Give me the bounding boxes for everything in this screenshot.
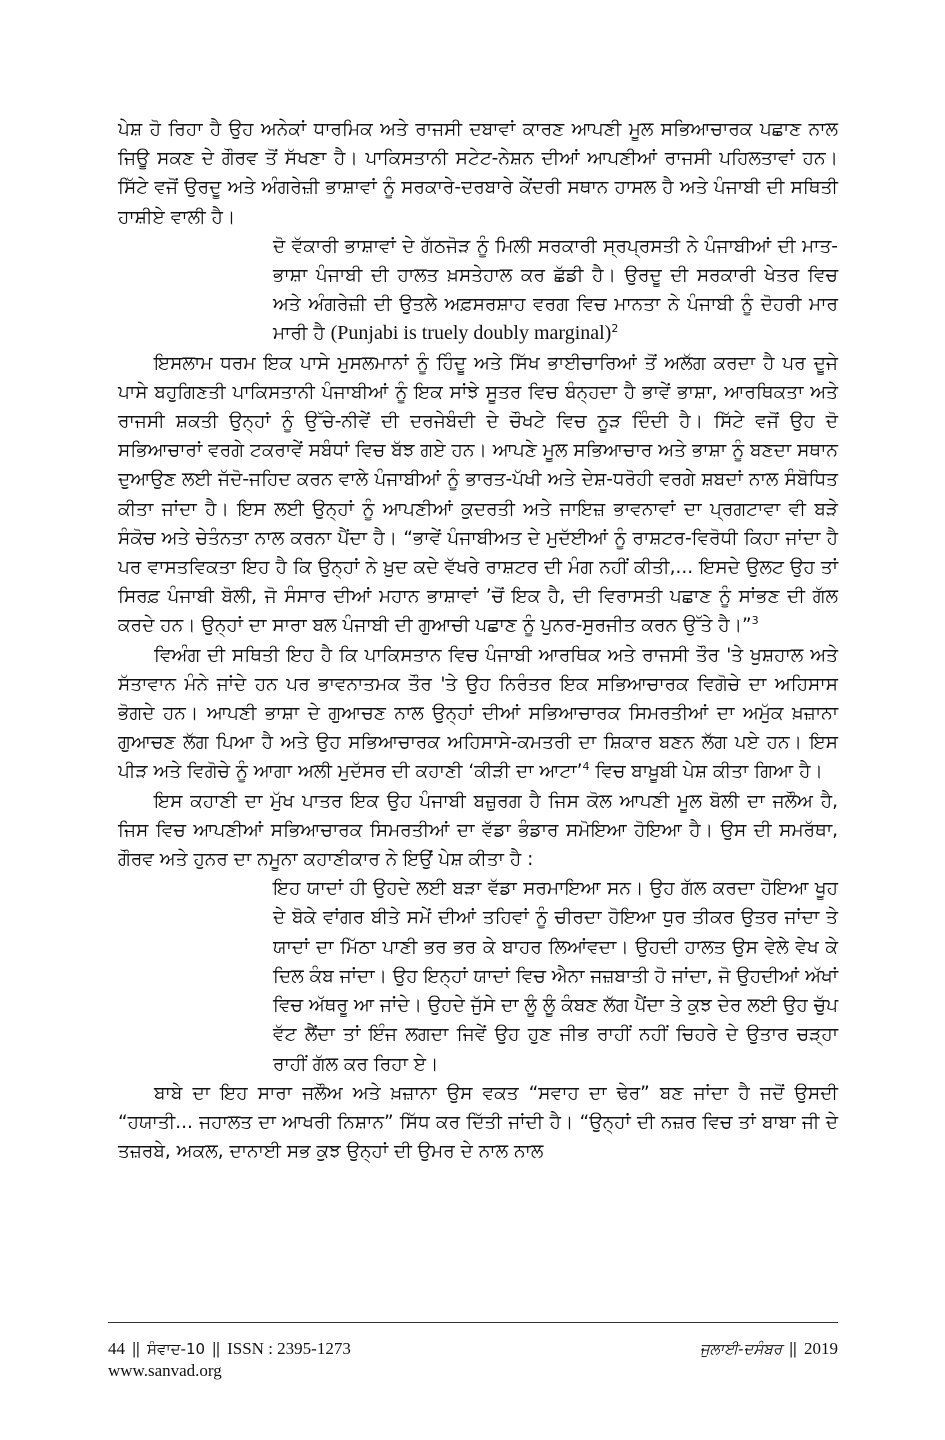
footer-separator: ||: [212, 1339, 220, 1358]
issue-period: ਜੁਲਾਈ-ਦਸੰਬਰ: [699, 1340, 782, 1358]
issn: ISSN : 2395-1273: [227, 1339, 351, 1358]
footer-right: [700, 1338, 838, 1360]
journal-name: ਸੰਵਾਦ-10: [147, 1340, 206, 1358]
quote-1-english: (Punjabi is truely doubly marginal): [330, 322, 612, 345]
footer-left-line-1: [108, 1338, 351, 1360]
paragraph-3: [118, 641, 838, 787]
page-number: 44: [108, 1339, 125, 1358]
footer-left: [108, 1338, 351, 1382]
issue-year: 2019: [804, 1339, 838, 1358]
website: www.sanvad.org: [108, 1361, 222, 1380]
paragraph-3-text-b: ਵਿਚ ਬਾਖ਼ੂਬੀ ਪੇਸ਼ ਕੀਤਾ ਗਿਆ ਹੈ।: [589, 761, 823, 783]
footnote-ref-2: 2: [611, 322, 619, 336]
block-quote-1: [273, 232, 838, 349]
footer-separator: ||: [132, 1339, 140, 1358]
paragraph-4: ਇਸ ਕਹਾਣੀ ਦਾ ਮੁੱਖ ਪਾਤਰ ਇਕ ਉਹ ਪੰਜਾਬੀ ਬਜ਼ੁਰਗ ਹੈ ਜਿਸ ਕੋਲ ਆਪਣੀ ਮੂਲ ਬੋਲੀ ਦਾ ਜਲੌਅ ਹੈ, ਜਿਸ ਵਿਚ ਆਪਣੀਆਂ ਸਭਿਆਚਾਰਕ ਸਿਮਰਤੀਆਂ ਦਾ ਵੱਡਾ ਭੰਡਾਰ ਸਮੋਇਆ ਹੋਇਆ ਹੈ। ਉਸ ਦੀ ਸਮਰੱਥਾ, ਗੌਰਵ ਅਤੇ ਹੁਨਰ ਦਾ ਨਮੂਨਾ ਕਹਾਣੀਕਾਰ ਨੇ ਇਉਂ ਪੇਸ਼ ਕੀਤਾ ਹੈ :: [118, 790, 838, 871]
paragraph-3-text-a: ਵਿਅੰਗ ਦੀ ਸਥਿਤੀ ਇਹ ਹੈ ਕਿ ਪਾਕਿਸਤਾਨ ਵਿਚ ਪੰਜਾਬੀ ਆਰਥਿਕ ਅਤੇ ਰਾਜਸੀ ਤੌਰ 'ਤੇ ਖੁਸ਼ਹਾਲ ਅਤੇ ਸੱਤਾਵਾਨ ਮੰਨੇ ਜਾਂਦੇ ਹਨ ਪਰ ਭਾਵਨਾਤਮਕ ਤੌਰ 'ਤੇ ਉਹ ਨਿਰੰਤਰ ਇਕ ਸਭਿਆਚਾਰਕ ਵਿਗੋਚੇ ਦਾ ਅਹਿਸਾਸ ਭੋਗਦੇ ਹਨ। ਆਪਣੀ ਭਾਸ਼ਾ ਦੇ ਗੁਆਚਣ ਨਾਲ ਉਨ੍ਹਾਂ ਦੀਆਂ ਸਭਿਆਚਾਰਕ ਸਿਮਰਤੀਆਂ ਦਾ ਅਮੁੱਕ ਖ਼ਜ਼ਾਨਾ ਗੁਆਚਣ ਲੱਗ ਪਿਆ ਹੈ ਅਤੇ ਉਹ ਸਭਿਆਚਾਰਕ ਅਹਿਸਾਸੇ-ਕਮਤਰੀ ਦਾ ਸ਼ਿਕਾਰ ਬਣਨ ਲੱਗ ਪਏ ਹਨ। ਇਸ ਪੀੜ ਅਤੇ ਵਿਗੋਚੇ ਨੂੰ ਆਗਾ ਅਲੀ ਮੁਦੱਸਰ ਦੀ ਕਹਾਣੀ ‘ਕੀੜੀ ਦਾ ਆਟਾ’: [118, 644, 838, 783]
footer-separator: ||: [789, 1339, 797, 1358]
footnote-ref-4: 4: [582, 760, 590, 774]
footer-divider: [108, 1322, 838, 1323]
paragraph-5: ਬਾਬੇ ਦਾ ਇਹ ਸਾਰਾ ਜਲੌਅ ਅਤੇ ਖ਼ਜ਼ਾਨਾ ਉਸ ਵਕਤ “ਸਵਾਹ ਦਾ ਢੇਰ” ਬਣ ਜਾਂਦਾ ਹੈ ਜਦੋਂ ਉਸਦੀ “ਹਯਾਤੀ... ਜਹਾਲਤ ਦਾ ਆਖਰੀ ਨਿਸ਼ਾਨ” ਸਿੱਧ ਕਰ ਦਿੱਤੀ ਜਾਂਦੀ ਹੈ। “ਉਨ੍ਹਾਂ ਦੀ ਨਜ਼ਰ ਵਿਚ ਤਾਂ ਬਾਬਾ ਜੀ ਦੇ ਤਜ਼ਰਬੇ, ਅਕਲ, ਦਾਨਾਈ ਸਭ ਕੁਝ ਉਨ੍ਹਾਂ ਦੀ ਉਮਰ ਦੇ ਨਾਲ ਨਾਲ: [118, 1082, 838, 1163]
footnote-ref-3: 3: [751, 614, 759, 628]
paragraph-2: [118, 349, 838, 641]
article-body: [118, 115, 838, 1166]
paragraph-2-text: ਇਸਲਾਮ ਧਰਮ ਇਕ ਪਾਸੇ ਮੁਸਲਮਾਨਾਂ ਨੂੰ ਹਿੰਦੂ ਅਤੇ ਸਿੱਖ ਭਾਈਚਾਰਿਆਂ ਤੋਂ ਅਲੱਗ ਕਰਦਾ ਹੈ ਪਰ ਦੂਜੇ ਪਾਸੇ ਬਹੁਗਿਣਤੀ ਪਾਕਿਸਤਾਨੀ ਪੰਜਾਬੀਆਂ ਨੂੰ ਇਕ ਸਾਂਝੇ ਸੂਤਰ ਵਿਚ ਬੰਨ੍ਹਦਾ ਹੈ ਭਾਵੇਂ ਭਾਸ਼ਾ, ਆਰਥਿਕਤਾ ਅਤੇ ਰਾਜਸੀ ਸ਼ਕਤੀ ਉਨ੍ਹਾਂ ਨੂੰ ਉੱਚੇ-ਨੀਵੇਂ ਦੀ ਦਰਜੇਬੰਦੀ ਦੇ ਚੌਖਟੇ ਵਿਚ ਨੂੜ ਦਿੰਦੀ ਹੈ। ਸਿੱਟੇ ਵਜੋਂ ਉਹ ਦੋ ਸਭਿਆਚਾਰਾਂ ਵਰਗੇ ਟਕਰਾਵੇਂ ਸਬੰਧਾਂ ਵਿਚ ਬੱਝ ਗਏ ਹਨ। ਆਪਣੇ ਮੂਲ ਸਭਿਆਚਾਰ ਅਤੇ ਭਾਸ਼ਾ ਨੂੰ ਬਣਦਾ ਸਥਾਨ ਦੁਆਉਣ ਲਈ ਜੱਦੋ-ਜਹਿਦ ਕਰਨ ਵਾਲੇ ਪੰਜਾਬੀਆਂ ਨੂੰ ਭਾਰਤ-ਪੱਖੀ ਅਤੇ ਦੇਸ਼-ਧਰੋਹੀ ਵਰਗੇ ਸ਼ਬਦਾਂ ਨਾਲ ਸੰਬੋਧਿਤ ਕੀਤਾ ਜਾਂਦਾ ਹੈ। ਇਸ ਲਈ ਉਨ੍ਹਾਂ ਨੂੰ ਆਪਣੀਆਂ ਕੁਦਰਤੀ ਅਤੇ ਜਾਇਜ਼ ਭਾਵਨਾਵਾਂ ਦਾ ਪ੍ਰਗਟਾਵਾ ਵੀ ਬੜੇ ਸੰਕੋਚ ਅਤੇ ਚੇਤੰਨਤਾ ਨਾਲ ਕਰਨਾ ਪੈਂਦਾ ਹੈ। “ਭਾਵੇਂ ਪੰਜਾਬੀਅਤ ਦੇ ਮੁਦੱਈਆਂ ਨੂੰ ਰਾਸ਼ਟਰ-ਵਿਰੋਧੀ ਕਿਹਾ ਜਾਂਦਾ ਹੈ ਪਰ ਵਾਸਤਵਿਕਤਾ ਇਹ ਹੈ ਕਿ ਉਨ੍ਹਾਂ ਨੇ ਖ਼ੁਦ ਕਦੇ ਵੱਖਰੇ ਰਾਸ਼ਟਰ ਦੀ ਮੰਗ ਨਹੀਂ ਕੀਤੀ,... ਇਸਦੇ ਉਲਟ ਉਹ ਤਾਂ ਸਿਰਫ਼ ਪੰਜਾਬੀ ਬੋਲੀ, ਜੋ ਸੰਸਾਰ ਦੀਆਂ ਮਹਾਨ ਭਾਸ਼ਾਵਾਂ ’ਚੋਂ ਇਕ ਹੈ, ਦੀ ਵਿਰਾਸਤੀ ਪਛਾਣ ਨੂੰ ਸਾਂਭਣ ਦੀ ਗੱਲ ਕਰਦੇ ਹਨ। ਉਨ੍ਹਾਂ ਦਾ ਸਾਰਾ ਬਲ ਪੰਜਾਬੀ ਦੀ ਗੁਆਚੀ ਪਛਾਣ ਨੂੰ ਪੁਨਰ-ਸੁਰਜੀਤ ਕਰਨ ਉੱਤੇ ਹੈ।”: [118, 352, 838, 637]
block-quote-2: ਇਹ ਯਾਦਾਂ ਹੀ ਉਹਦੇ ਲਈ ਬੜਾ ਵੱਡਾ ਸਰਮਾਇਆ ਸਨ। ਉਹ ਗੱਲ ਕਰਦਾ ਹੋਇਆ ਖੂਹ ਦੇ ਬੋਕੇ ਵਾਂਗਰ ਬੀਤੇ ਸਮੇਂ ਦੀਆਂ ਤਹਿਵਾਂ ਨੂੰ ਚੀਰਦਾ ਹੋਇਆ ਧੁਰ ਤੀਕਰ ਉਤਰ ਜਾਂਦਾ ਤੇ ਯਾਦਾਂ ਦਾ ਮਿੱਠਾ ਪਾਣੀ ਭਰ ਭਰ ਕੇ ਬਾਹਰ ਲਿਆਂਵਦਾ। ਉਹਦੀ ਹਾਲਤ ਉਸ ਵੇਲੇ ਵੇਖ ਕੇ ਦਿਲ ਕੰਬ ਜਾਂਦਾ। ਉਹ ਇਨ੍ਹਾਂ ਯਾਦਾਂ ਵਿਚ ਐਨਾ ਜਜ਼ਬਾਤੀ ਹੋ ਜਾਂਦਾ, ਜੋ ਉਹਦੀਆਂ ਅੱਖਾਂ ਵਿਚ ਅੱਥਰੂ ਆ ਜਾਂਦੇ। ਉਹਦੇ ਜੁੱਸੇ ਦਾ ਲੂੰ ਲੂੰ ਕੰਬਣ ਲੱਗ ਪੈਂਦਾ ਤੇ ਕੁਝ ਦੇਰ ਲਈ ਉਹ ਚੁੱਪ ਵੱਟ ਲੈਂਦਾ ਤਾਂ ਇੰਜ ਲਗਦਾ ਜਿਵੇਂ ਉਹ ਹੁਣ ਜੀਭ ਰਾਹੀਂ ਨਹੀਂ ਚਿਹਰੇ ਦੇ ਉਤਾਰ ਚੜ੍ਹਾ ਰਾਹੀਂ ਗੱਲ ਕਰ ਰਿਹਾ ਏ।: [273, 878, 838, 1075]
paragraph-1: ਪੇਸ਼ ਹੋ ਰਿਹਾ ਹੈ ਉਹ ਅਨੇਕਾਂ ਧਾਰਮਿਕ ਅਤੇ ਰਾਜਸੀ ਦਬਾਵਾਂ ਕਾਰਣ ਆਪਣੀ ਮੂਲ ਸਭਿਆਚਾਰਕ ਪਛਾਣ ਨਾਲ ਜਿਊ ਸਕਣ ਦੇ ਗੌਰਵ ਤੋਂ ਸੱਖਣਾ ਹੈ। ਪਾਕਿਸਤਾਨੀ ਸਟੇਟ-ਨੇਸ਼ਨ ਦੀਆਂ ਆਪਣੀਆਂ ਰਾਜਸੀ ਪਹਿਲਤਾਵਾਂ ਹਨ। ਸਿੱਟੇ ਵਜੋਂ ਉਰਦੂ ਅਤੇ ਅੰਗਰੇਜ਼ੀ ਭਾਸ਼ਾਵਾਂ ਨੂੰ ਸਰਕਾਰੇ-ਦਰਬਾਰੇ ਕੇਂਦਰੀ ਸਥਾਨ ਹਾਸਲ ਹੈ ਅਤੇ ਪੰਜਾਬੀ ਦੀ ਸਥਿਤੀ ਹਾਸ਼ੀਏ ਵਾਲੀ ਹੈ।: [118, 119, 838, 228]
quote-1-text: ਦੋ ਵੱਕਾਰੀ ਭਾਸ਼ਾਵਾਂ ਦੇ ਗੱਠਜੋੜ ਨੂੰ ਮਿਲੀ ਸਰਕਾਰੀ ਸ੍ਰਪ੍ਰਸਤੀ ਨੇ ਪੰਜਾਬੀਆਂ ਦੀ ਮਾਤ-ਭਾਸ਼ਾ ਪੰਜਾਬੀ ਦੀ ਹਾਲਤ ਖ਼ਸਤੇਹਾਲ ਕਰ ਛੱਡੀ ਹੈ। ਉਰਦੂ ਦੀ ਸਰਕਾਰੀ ਖੇਤਰ ਵਿਚ ਅਤੇ ਅੰਗਰੇਜ਼ੀ ਦੀ ਉਤਲੇ ਅਫ਼ਸਰਸ਼ਾਹ ਵਰਗ ਵਿਚ ਮਾਨਤਾ ਨੇ ਪੰਜਾਬੀ ਨੂੰ ਦੋਹਰੀ ਮਾਰ ਮਾਰੀ ਹੈ: [273, 235, 838, 345]
